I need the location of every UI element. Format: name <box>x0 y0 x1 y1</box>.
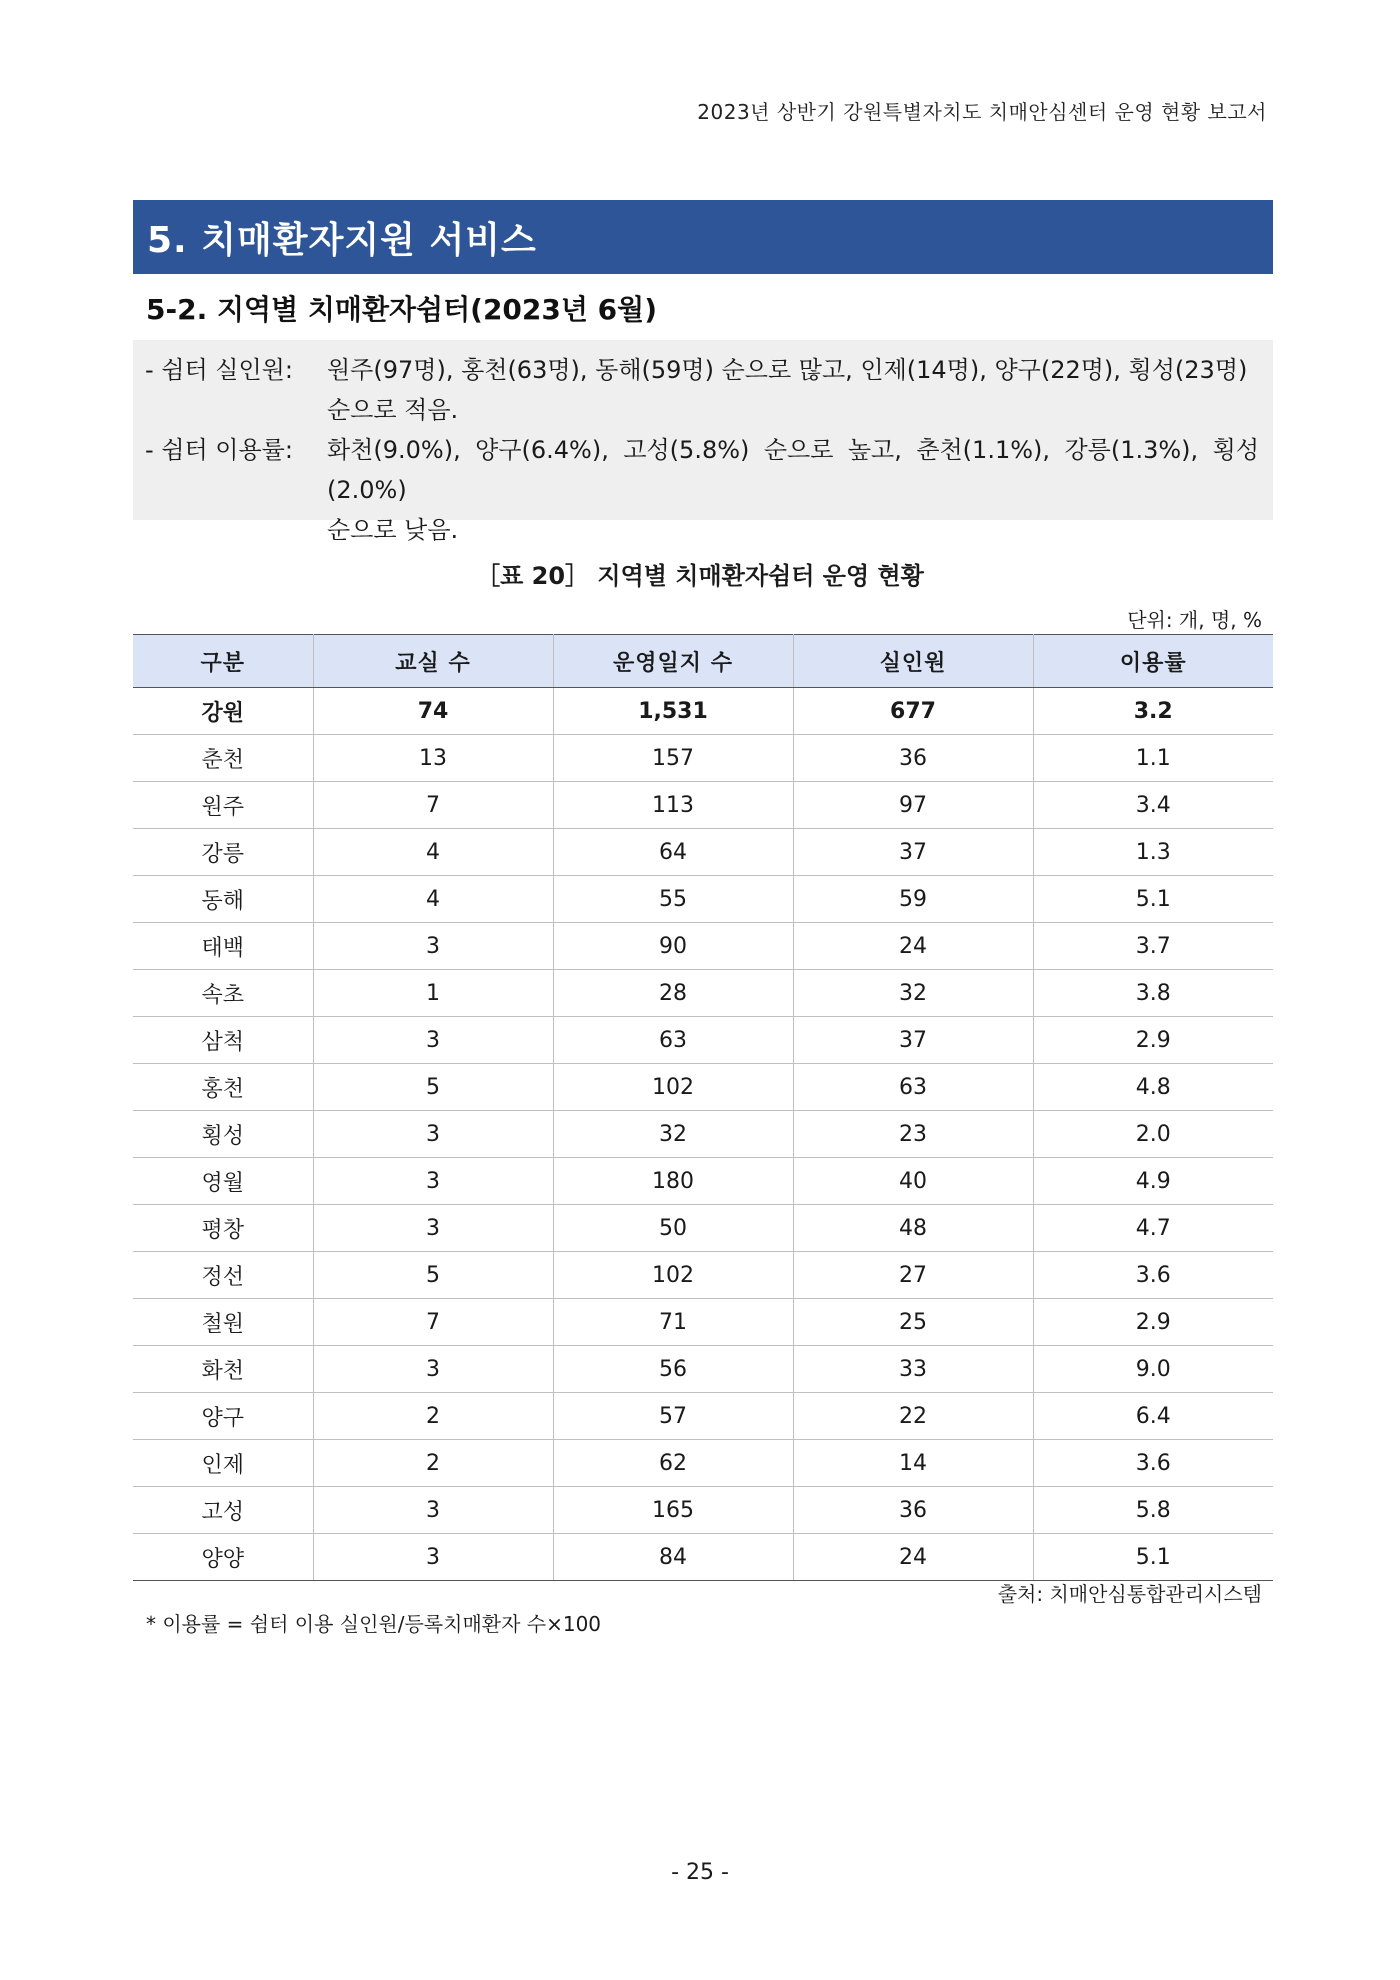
table-cell: 5.1 <box>1033 876 1273 923</box>
table-cell: 3.8 <box>1033 970 1273 1017</box>
table-cell: 삼척 <box>133 1017 313 1064</box>
table-cell: 3.4 <box>1033 782 1273 829</box>
table-cell: 5 <box>313 1252 553 1299</box>
summary-text: 화천(9.0%), 양구(6.4%), 고성(5.8%) 순으로 높고, 춘천(1.1%), 강릉(1.3%), 횡성(2.0%) <box>327 436 1259 504</box>
table-cell: 165 <box>553 1487 793 1534</box>
table-cell: 강원 <box>133 688 313 735</box>
table-cell: 7 <box>313 1299 553 1346</box>
table-row <box>133 970 1273 1017</box>
table-cell: 3.6 <box>1033 1440 1273 1487</box>
summary-line-continued <box>145 510 1259 550</box>
table-cell: 56 <box>553 1346 793 1393</box>
table-cell: 62 <box>553 1440 793 1487</box>
summary-text-continued: 순으로 낮음. <box>327 516 459 544</box>
table-cell: 2 <box>313 1440 553 1487</box>
table-total-row <box>133 688 1273 735</box>
column-header: 운영일지 수 <box>553 635 793 688</box>
table-cell: 태백 <box>133 923 313 970</box>
table-cell: 63 <box>793 1064 1033 1111</box>
table-cell: 84 <box>553 1534 793 1581</box>
table-cell: 4.7 <box>1033 1205 1273 1252</box>
table-cell: 4.8 <box>1033 1064 1273 1111</box>
table-cell: 횡성 <box>133 1111 313 1158</box>
table-cell: 1.3 <box>1033 829 1273 876</box>
table-cell: 113 <box>553 782 793 829</box>
table-cell: 28 <box>553 970 793 1017</box>
table-cell: 양양 <box>133 1534 313 1581</box>
table-row <box>133 1017 1273 1064</box>
section-title-bar <box>133 200 1273 274</box>
table-cell: 27 <box>793 1252 1033 1299</box>
table-cell: 33 <box>793 1346 1033 1393</box>
table-cell: 2.0 <box>1033 1111 1273 1158</box>
table-cell: 25 <box>793 1299 1033 1346</box>
table-cell: 74 <box>313 688 553 735</box>
table-row <box>133 1111 1273 1158</box>
table-cell: 40 <box>793 1158 1033 1205</box>
table-caption: ［표 20］ 지역별 치매환자쉼터 운영 현황 <box>476 562 924 590</box>
table-cell: 평창 <box>133 1205 313 1252</box>
table-cell: 3 <box>313 1111 553 1158</box>
table-row <box>133 1299 1273 1346</box>
summary-line <box>145 430 1259 510</box>
table-cell: 102 <box>553 1252 793 1299</box>
summary-text: 원주(97명), 홍천(63명), 동해(59명) 순으로 많고, 인제(14명), 양구(22명), 횡성(23명) <box>327 356 1248 384</box>
table-cell: 55 <box>553 876 793 923</box>
table-cell: 37 <box>793 1017 1033 1064</box>
table-cell: 5.8 <box>1033 1487 1273 1534</box>
unit-label: 단위: 개, 명, % <box>1127 608 1262 632</box>
table-cell: 4 <box>313 829 553 876</box>
table-cell: 22 <box>793 1393 1033 1440</box>
table-cell: 인제 <box>133 1440 313 1487</box>
table-cell: 양구 <box>133 1393 313 1440</box>
table-cell: 1,531 <box>553 688 793 735</box>
table-cell: 71 <box>553 1299 793 1346</box>
table-row <box>133 1205 1273 1252</box>
table-cell: 36 <box>793 1487 1033 1534</box>
table-body <box>133 688 1273 1581</box>
column-header: 실인원 <box>793 635 1033 688</box>
table-row <box>133 1158 1273 1205</box>
summary-line-continued <box>145 390 1259 430</box>
table-cell: 3 <box>313 1346 553 1393</box>
table-cell: 원주 <box>133 782 313 829</box>
summary-label: - 쉼터 실인원: <box>145 356 293 384</box>
table-cell: 3.6 <box>1033 1252 1273 1299</box>
table-cell: 3 <box>313 1205 553 1252</box>
table-row <box>133 876 1273 923</box>
table-cell: 속초 <box>133 970 313 1017</box>
table-cell: 3.2 <box>1033 688 1273 735</box>
table-cell: 7 <box>313 782 553 829</box>
table-cell: 4.9 <box>1033 1158 1273 1205</box>
table-cell: 57 <box>553 1393 793 1440</box>
table-cell: 철원 <box>133 1299 313 1346</box>
summary-box <box>133 340 1273 544</box>
table-cell: 90 <box>553 923 793 970</box>
table-row <box>133 735 1273 782</box>
table-row <box>133 829 1273 876</box>
table-cell: 24 <box>793 923 1033 970</box>
table-cell: 3 <box>313 1487 553 1534</box>
table-row <box>133 1440 1273 1487</box>
table-cell: 59 <box>793 876 1033 923</box>
table-cell: 동해 <box>133 876 313 923</box>
table-cell: 6.4 <box>1033 1393 1273 1440</box>
subsection-title: 5-2. 지역별 치매환자쉼터(2023년 6월) <box>146 293 658 326</box>
table-cell: 48 <box>793 1205 1033 1252</box>
table-cell: 24 <box>793 1534 1033 1581</box>
table-cell: 157 <box>553 735 793 782</box>
table-cell: 50 <box>553 1205 793 1252</box>
table-cell: 1 <box>313 970 553 1017</box>
table-cell: 37 <box>793 829 1033 876</box>
table-row <box>133 1393 1273 1440</box>
page-number: - 25 - <box>671 1860 729 1885</box>
table-cell: 3 <box>313 1158 553 1205</box>
table-cell: 4 <box>313 876 553 923</box>
table-cell: 36 <box>793 735 1033 782</box>
table-cell: 97 <box>793 782 1033 829</box>
table-cell: 3 <box>313 923 553 970</box>
shelter-table <box>133 634 1273 1581</box>
source-label: 출처: 치매안심통합관리시스템 <box>997 1582 1262 1606</box>
table-cell: 180 <box>553 1158 793 1205</box>
table-cell: 홍천 <box>133 1064 313 1111</box>
table-cell: 5 <box>313 1064 553 1111</box>
table-cell: 677 <box>793 688 1033 735</box>
summary-line <box>145 350 1259 390</box>
table-cell: 32 <box>553 1111 793 1158</box>
table-cell: 2.9 <box>1033 1299 1273 1346</box>
column-header: 이용률 <box>1033 635 1273 688</box>
table-cell: 64 <box>553 829 793 876</box>
table-cell: 63 <box>553 1017 793 1064</box>
table-cell: 3 <box>313 1534 553 1581</box>
summary-text-continued: 순으로 적음. <box>327 396 459 424</box>
table-row <box>133 1346 1273 1393</box>
table-cell: 13 <box>313 735 553 782</box>
table-cell: 3 <box>313 1017 553 1064</box>
table-cell: 2.9 <box>1033 1017 1273 1064</box>
table-row <box>133 1252 1273 1299</box>
table-cell: 14 <box>793 1440 1033 1487</box>
table-cell: 5.1 <box>1033 1534 1273 1581</box>
table-cell: 고성 <box>133 1487 313 1534</box>
footnote: * 이용률 = 쉼터 이용 실인원/등록치매환자 수×100 <box>146 1612 602 1636</box>
table-row <box>133 923 1273 970</box>
table-cell: 23 <box>793 1111 1033 1158</box>
table-cell: 정선 <box>133 1252 313 1299</box>
table-cell: 2 <box>313 1393 553 1440</box>
table-row <box>133 1534 1273 1581</box>
table-cell: 영월 <box>133 1158 313 1205</box>
table-cell: 32 <box>793 970 1033 1017</box>
column-header: 교실 수 <box>313 635 553 688</box>
table-cell: 강릉 <box>133 829 313 876</box>
table-cell: 1.1 <box>1033 735 1273 782</box>
table-row <box>133 782 1273 829</box>
table-cell: 9.0 <box>1033 1346 1273 1393</box>
column-header: 구분 <box>133 635 313 688</box>
table-row <box>133 1064 1273 1111</box>
table-header-row <box>133 635 1273 688</box>
section-title: 5. 치매환자지원 서비스 <box>147 219 537 261</box>
table-row <box>133 1487 1273 1534</box>
table-cell: 102 <box>553 1064 793 1111</box>
table-cell: 3.7 <box>1033 923 1273 970</box>
summary-label: - 쉼터 이용률: <box>145 436 293 464</box>
table-cell: 춘천 <box>133 735 313 782</box>
running-header: 2023년 상반기 강원특별자치도 치매안심센터 운영 현황 보고서 <box>697 100 1267 124</box>
table-cell: 화천 <box>133 1346 313 1393</box>
